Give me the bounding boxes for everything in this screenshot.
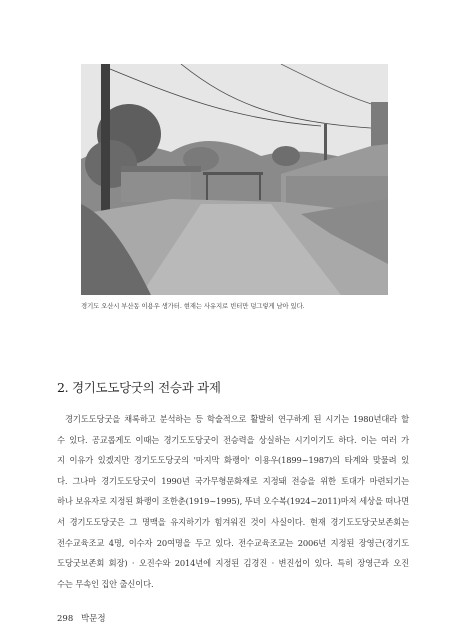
village-photo: [81, 64, 388, 295]
body-line: 도당굿보존회 회장) · 오진수와 2014년에 지정된 김경진 · 변진섭이 있다. 특히 장영근과 오진: [57, 558, 409, 569]
body-line: 경기도도당굿을 채록하고 분석하는 등 학술적으로 활발히 연구하게 된 시기는 1980년대라 할: [65, 414, 409, 424]
body-line: 하나 보유자로 지정된 화랭이 조한춘(1919~1995), 뚜녀 오수복(1924~2011)마저 세상을 떠나면: [57, 496, 409, 507]
page-number: 298: [57, 614, 74, 624]
body-line: 수는 무속인 집안 출신이다.: [57, 578, 154, 589]
photo-caption: 경기도 오산시 부산동 이용우 생가터. 현재는 사유지로 빈터만 덩그렇게 남아 있다.: [81, 302, 305, 310]
body-paragraph: [57, 409, 409, 594]
body-line: 다. 그나마 경기도도당굿이 1990년 국가무형문화재로 지정돼 전승을 위한 토대가 마련되기는: [57, 475, 409, 486]
body-line: 서 경기도도당굿은 그 명맥을 유지하기가 힘겨워진 것이 사실이다. 현재 경기도도당굿보존회는: [57, 516, 409, 527]
page-footer: [57, 612, 106, 624]
body-line: 전수교육조교 4명, 이수자 20여명을 두고 있다. 전수교육조교는 2006년 지정된 장영근(경기도: [57, 537, 409, 548]
body-line: 수 있다. 공교롭게도 이때는 경기도도당굿이 전승력을 상실하는 시기이기도 하다. 이는 여러 가: [57, 434, 409, 445]
section-title: 2. 경기도도당굿의 전승과 과제: [57, 380, 221, 395]
body-line: 지 이유가 있겠지만 경기도도당굿의 '마지막 화랭이' 이용우(1899~1987)의 타계와 맞물려 있: [57, 455, 409, 466]
running-title: 박문정: [80, 614, 106, 624]
